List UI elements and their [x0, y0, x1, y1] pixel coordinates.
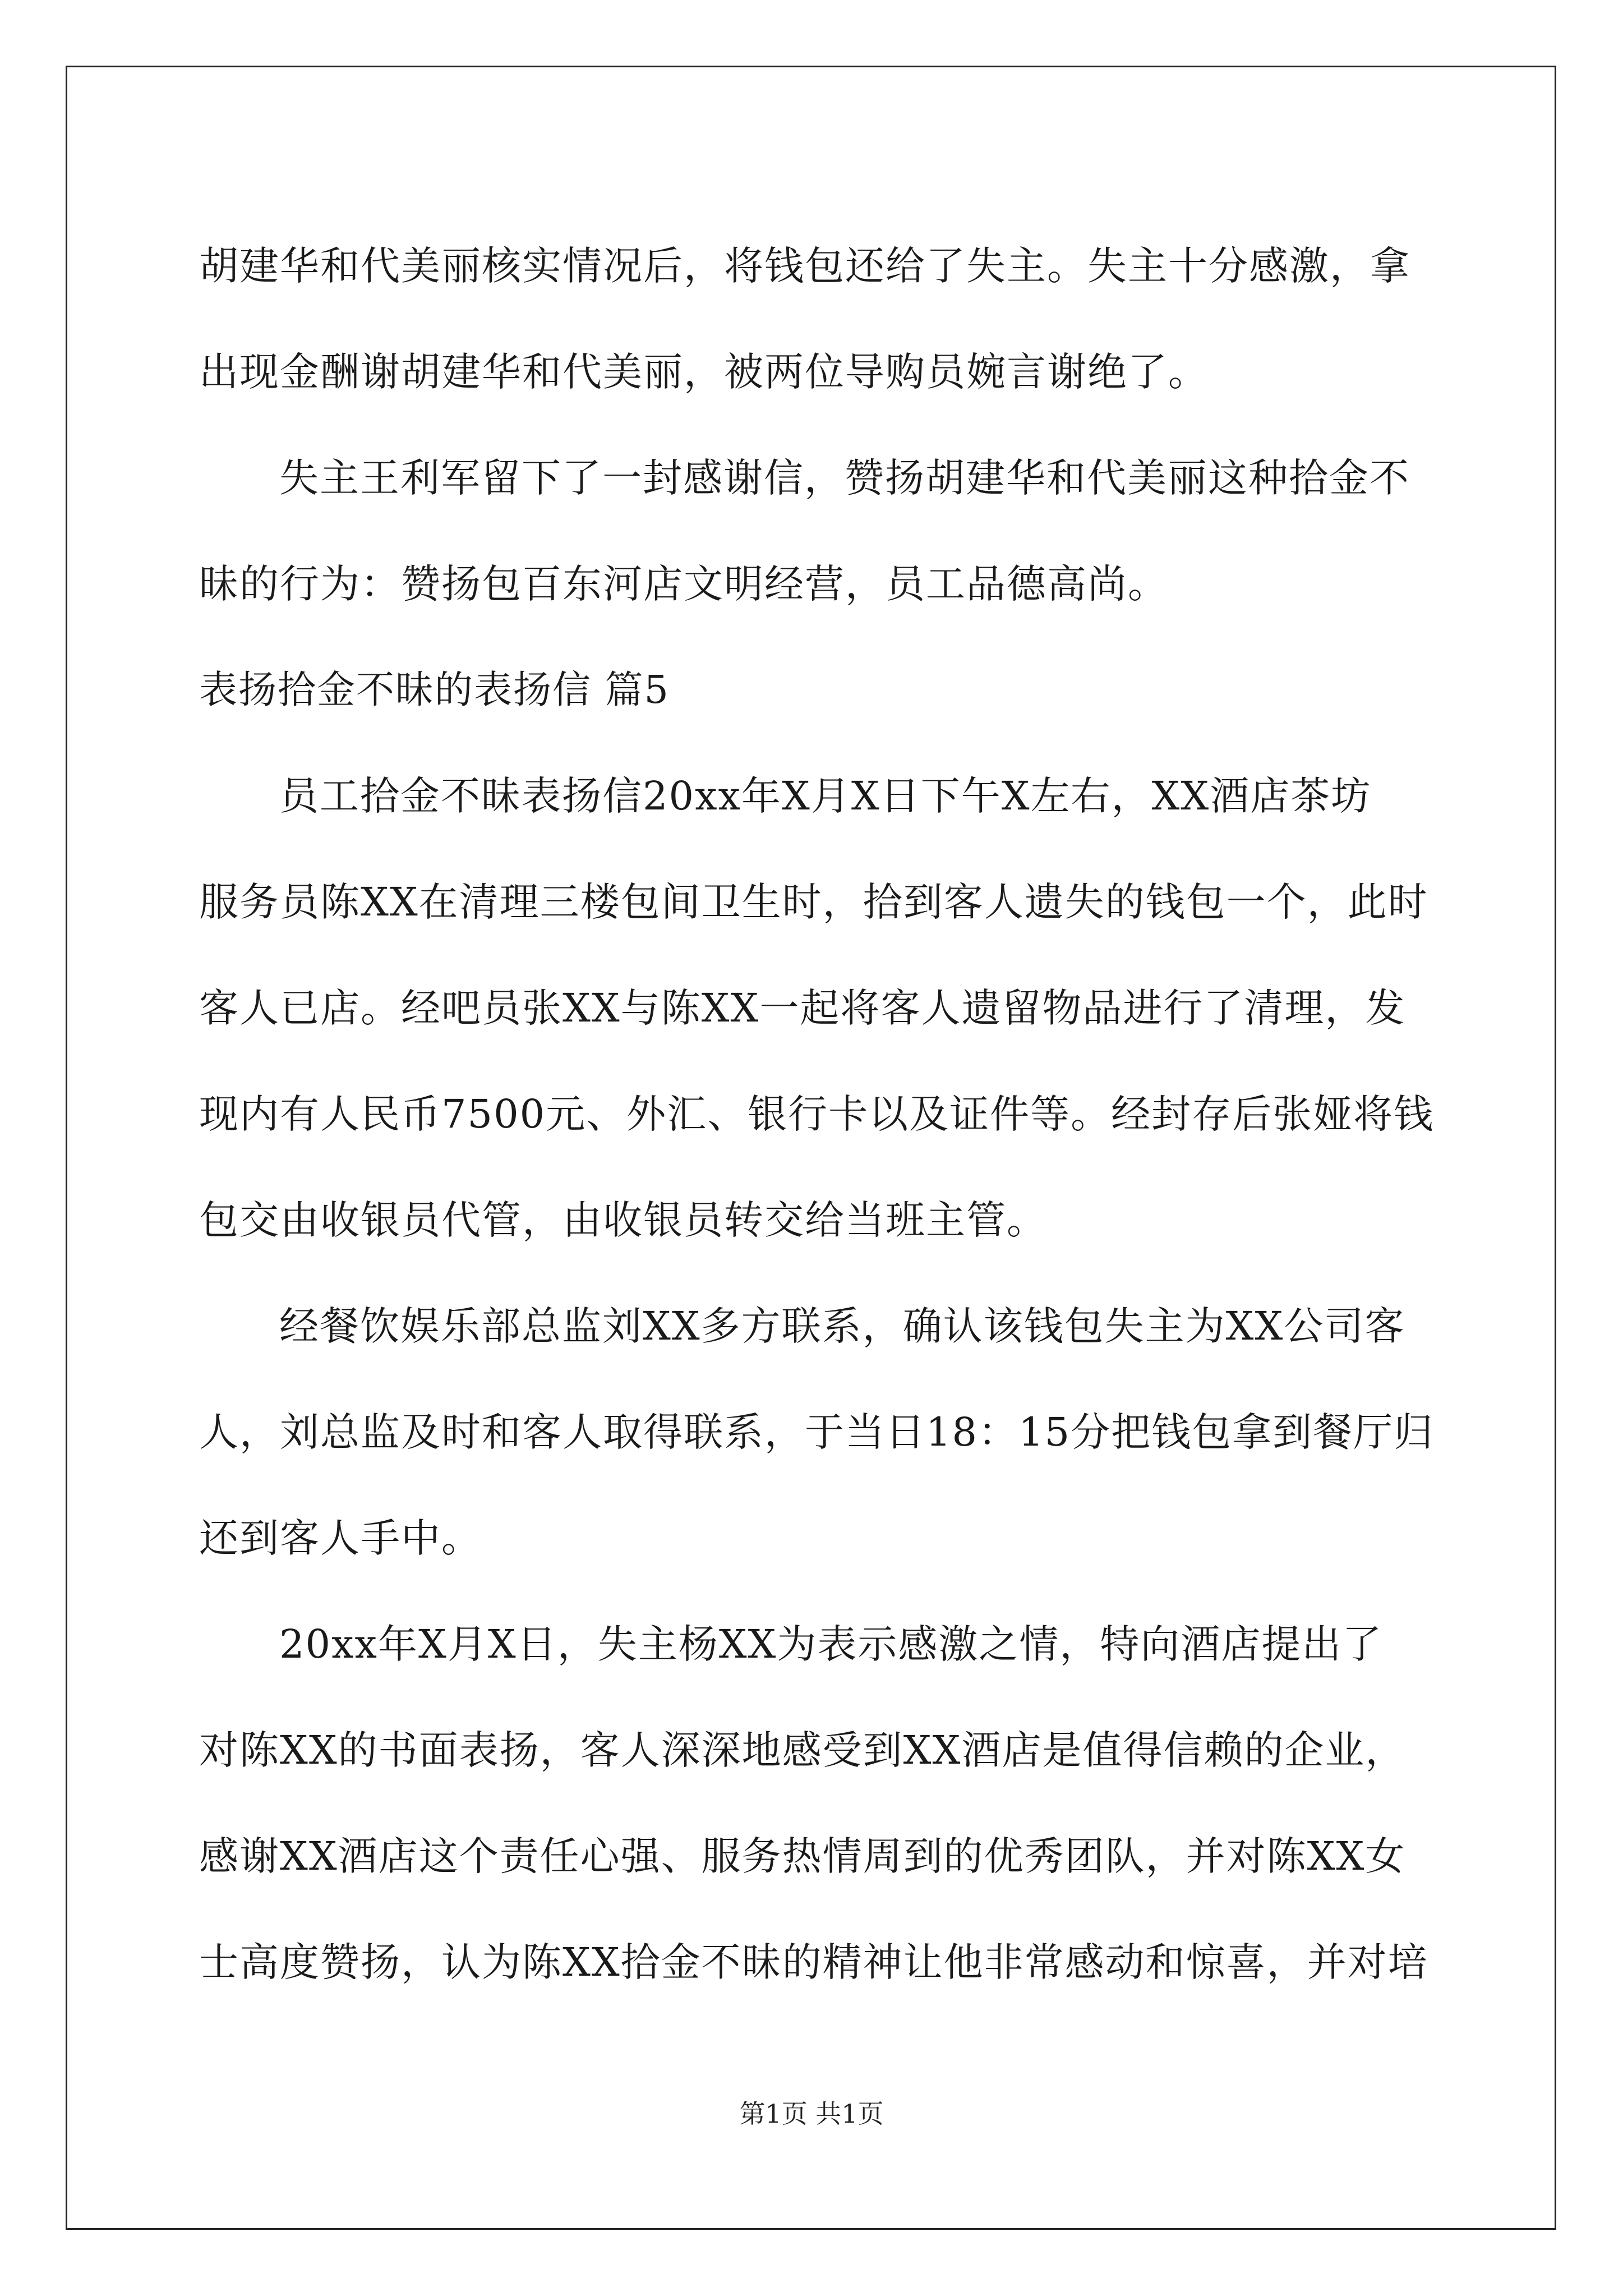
text-line: 员工拾金不昧表扬信20xx年X月X日下午X左右，XX酒店茶坊: [279, 773, 1372, 819]
text-line: 昧的行为：赞扬包百东河店文明经营，员工品德高尚。: [199, 561, 1168, 607]
text-line: 感谢XX酒店这个责任心强、服务热情周到的优秀团队，并对陈XX女: [199, 1833, 1406, 1879]
text-line: 现内有人民币7500元、外汇、银行卡以及证件等。经封存后张娅将钱: [199, 1091, 1435, 1137]
text-line: 还到客人手中。: [199, 1515, 482, 1561]
text-line: 胡建华和代美丽核实情况后，将钱包还给了失主。失主十分感激，拿: [199, 243, 1410, 289]
text-line: 客人已店。经吧员张XX与陈XX一起将客人遗留物品进行了清理，发: [199, 985, 1406, 1031]
text-line: 人，刘总监及时和客人取得联系，于当日18：15分把钱包拿到餐厅归: [199, 1409, 1435, 1455]
text-line: 士高度赞扬，认为陈XX拾金不昧的精神让他非常感动和惊喜，并对培: [199, 1939, 1428, 1985]
page-footer: 第1页 共1页: [739, 2099, 884, 2129]
text-line: 对陈XX的书面表扬，客人深深地感受到XX酒店是值得信赖的企业，: [199, 1727, 1406, 1773]
text-line: 失主王利军留下了一封感谢信，赞扬胡建华和代美丽这种拾金不: [279, 455, 1410, 501]
text-line: 包交由收银员代管，由收银员转交给当班主管。: [199, 1197, 1047, 1243]
text-line: 经餐饮娱乐部总监刘XX多方联系，确认该钱包失主为XX公司客: [279, 1303, 1405, 1349]
text-line: 出现金酬谢胡建华和代美丽，被两位导购员婉言谢绝了。: [199, 349, 1209, 395]
section-heading: 表扬拾金不昧的表扬信 篇5: [199, 668, 670, 712]
document-body: [199, 213, 1435, 2016]
text-line: 服务员陈XX在清理三楼包间卫生时，拾到客人遗失的钱包一个，此时: [199, 879, 1428, 925]
text-line: 20xx年X月X日，失主杨XX为表示感激之情，特向酒店提出了: [279, 1621, 1383, 1667]
